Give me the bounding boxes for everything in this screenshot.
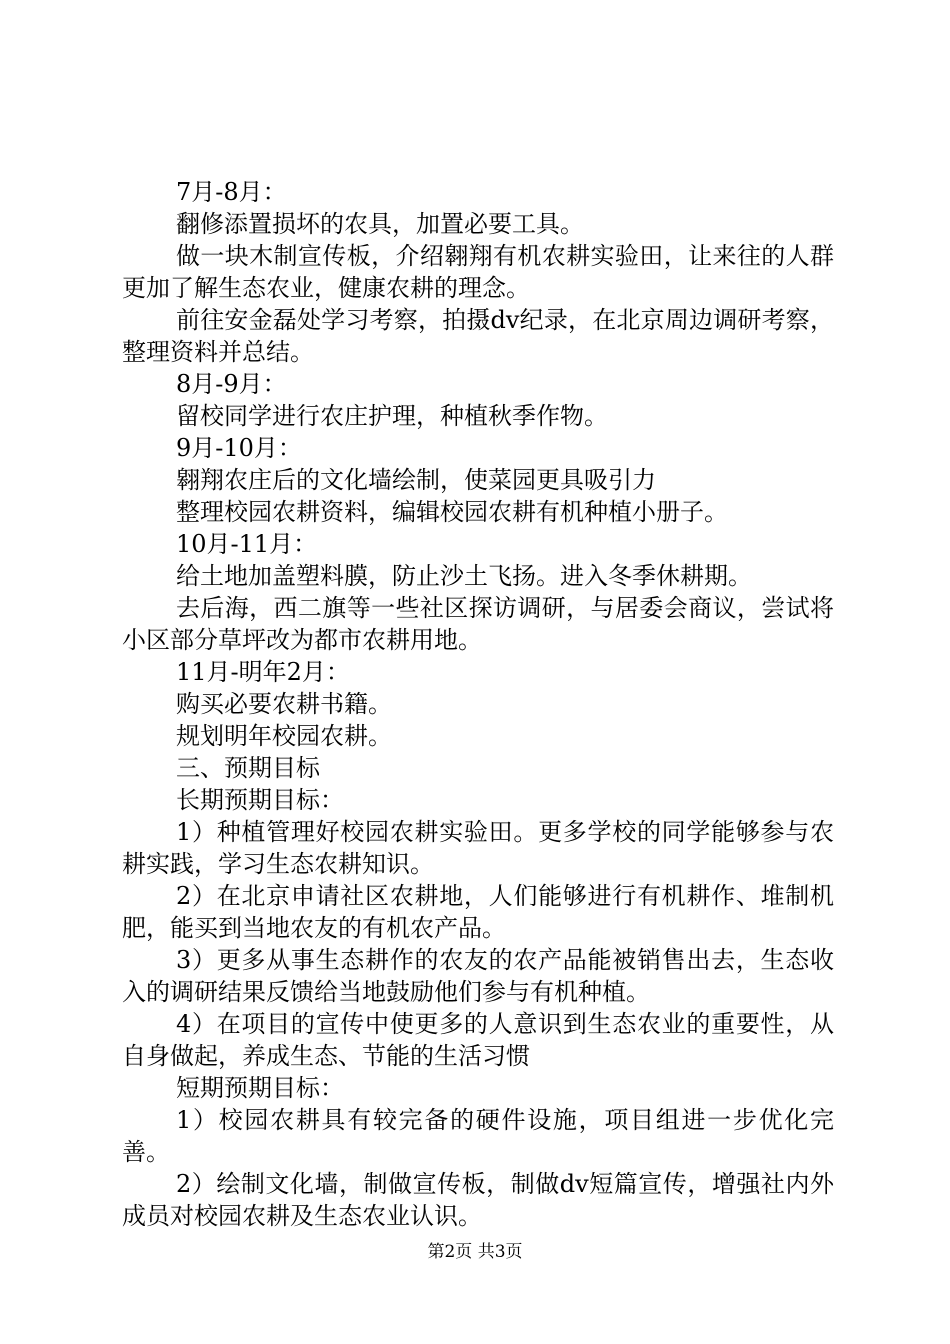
page-number-label: 第2页 共3页 bbox=[427, 1242, 523, 1262]
paragraph: 1）校园农耕具有较完备的硬件设施，项目组进一步优化完善。 bbox=[122, 1106, 834, 1166]
paragraph: 留校同学进行农庄护理，种植秋季作物。 bbox=[176, 402, 608, 430]
document-body bbox=[122, 176, 834, 1232]
page-footer bbox=[0, 1241, 950, 1263]
paragraph: 1）种植管理好校园农耕实验田。更多学校的同学能够参与农耕实践，学习生态农耕知识。 bbox=[122, 818, 834, 878]
paragraph: 长期预期目标： bbox=[176, 786, 344, 814]
paragraph: 2）绘制文化墙，制做宣传板，制做dv短篇宣传，增强社内外成员对校园农耕及生态农业认识。 bbox=[122, 1170, 834, 1230]
paragraph: 翻修添置损坏的农具，加置必要工具。 bbox=[176, 210, 584, 238]
paragraph: 7月-8月： bbox=[176, 178, 287, 206]
paragraph: 翱翔农庄后的文化墙绘制，使菜园更具吸引力 bbox=[176, 466, 656, 494]
paragraph: 购买必要农耕书籍。 bbox=[176, 690, 392, 718]
paragraph: 规划明年校园农耕。 bbox=[176, 722, 392, 750]
paragraph: 整理校园农耕资料，编辑校园农耕有机种植小册子。 bbox=[176, 498, 728, 526]
paragraph: 3）更多从事生态耕作的农友的农产品能被销售出去，生态收入的调研结果反馈给当地鼓励他们参与有机种植。 bbox=[122, 946, 834, 1006]
paragraph: 11月-明年2月： bbox=[176, 658, 350, 686]
paragraph: 8月-9月： bbox=[176, 370, 287, 398]
paragraph: 给土地加盖塑料膜，防止沙土飞扬。进入冬季休耕期。 bbox=[176, 562, 752, 590]
paragraph: 4）在项目的宣传中使更多的人意识到生态农业的重要性，从自身做起，养成生态、节能的生活习惯 bbox=[122, 1010, 834, 1070]
paragraph: 2）在北京申请社区农耕地，人们能够进行有机耕作、堆制机肥，能买到当地农友的有机农产品。 bbox=[122, 882, 834, 942]
paragraph: 短期预期目标： bbox=[176, 1074, 344, 1102]
paragraph: 10月-11月： bbox=[176, 530, 318, 558]
paragraph: 做一块木制宣传板，介绍翱翔有机农耕实验田，让来往的人群更加了解生态农业，健康农耕的理念。 bbox=[122, 242, 834, 302]
paragraph: 去后海，西二旗等一些社区探访调研，与居委会商议，尝试将小区部分草坪改为都市农耕用地。 bbox=[122, 594, 834, 654]
paragraph: 前往安金磊处学习考察，拍摄dv纪录，在北京周边调研考察，整理资料并总结。 bbox=[122, 306, 834, 366]
section-heading: 三、预期目标 bbox=[176, 754, 320, 782]
paragraph: 9月-10月： bbox=[176, 434, 302, 462]
